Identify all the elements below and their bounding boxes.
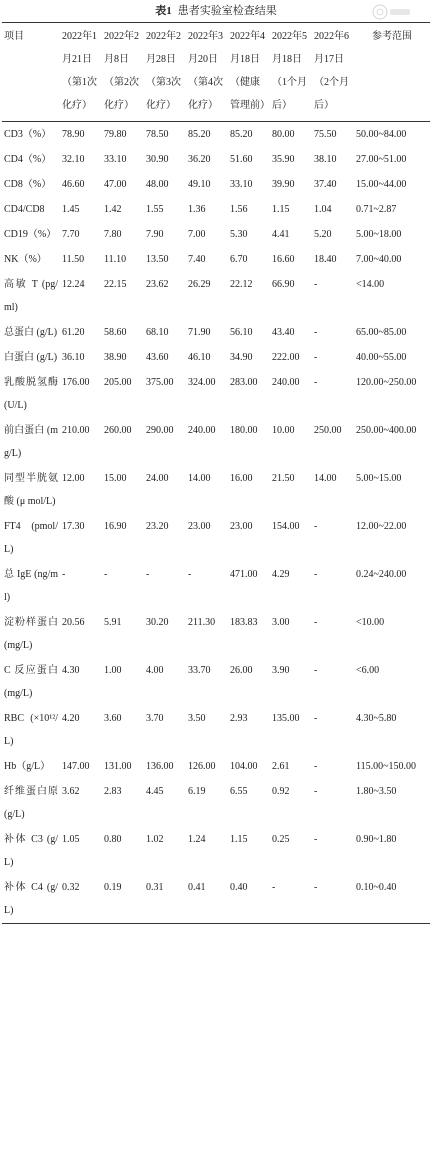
row-label: 白蛋白 (g/L): [4, 352, 58, 363]
value-cell: 4.00: [146, 665, 164, 676]
value-cell: 16.60: [272, 254, 295, 265]
value-cell: 180.00: [230, 425, 258, 436]
value-cell: -: [314, 713, 318, 724]
value-cell: 47.00: [104, 179, 127, 190]
row-label: FT4 (pmol/L): [4, 521, 58, 555]
value-cell: -: [314, 786, 318, 797]
value-cell: 3.00: [272, 617, 290, 628]
reference-cell: 0.10~0.40: [356, 882, 397, 893]
header-date-6: 2022年5月18日（1个月后）: [272, 31, 307, 111]
value-cell: -: [314, 882, 318, 893]
value-cell: 26.00: [230, 665, 253, 676]
value-cell: 250.00: [314, 425, 342, 436]
reference-cell: 15.00~44.00: [356, 179, 407, 190]
value-cell: 12.24: [62, 279, 85, 290]
value-cell: 33.10: [230, 179, 253, 190]
row-label: 高敏 T (pg/ml): [4, 279, 58, 313]
value-cell: 6.55: [230, 786, 248, 797]
table-row: [2, 122, 430, 148]
value-cell: 33.10: [104, 154, 127, 165]
row-label: RBC (×10¹²/L): [4, 713, 58, 747]
value-cell: 26.29: [188, 279, 211, 290]
table-row: [2, 610, 430, 658]
reference-cell: <14.00: [356, 279, 385, 290]
reference-cell: 250.00~400.00: [356, 425, 417, 436]
row-label: C 反应蛋白 (mg/L): [4, 665, 58, 699]
value-cell: 46.60: [62, 179, 85, 190]
value-cell: 43.60: [146, 352, 169, 363]
reference-cell: <10.00: [356, 617, 385, 628]
value-cell: 260.00: [104, 425, 132, 436]
value-cell: 79.80: [104, 129, 127, 140]
value-cell: 48.00: [146, 179, 169, 190]
table-row: [2, 222, 430, 247]
value-cell: 283.00: [230, 377, 258, 388]
value-cell: 37.40: [314, 179, 337, 190]
value-cell: 4.20: [62, 713, 80, 724]
table-row: [2, 320, 430, 345]
row-label: 补体 C4 (g/L): [4, 882, 58, 916]
row-label: 总 IgE (ng/ml): [4, 569, 58, 603]
value-cell: 75.50: [314, 129, 337, 140]
value-cell: 131.00: [104, 761, 132, 772]
value-cell: 78.50: [146, 129, 169, 140]
value-cell: -: [314, 834, 318, 845]
value-cell: 324.00: [188, 377, 216, 388]
reference-cell: 12.00~22.00: [356, 521, 407, 532]
table-row: [2, 247, 430, 272]
value-cell: 30.20: [146, 617, 169, 628]
value-cell: 0.40: [230, 882, 248, 893]
value-cell: -: [314, 569, 318, 580]
row-label: 纤维蛋白原 (g/L): [4, 786, 58, 820]
value-cell: 0.25: [272, 834, 290, 845]
reference-cell: 115.00~150.00: [356, 761, 417, 772]
value-cell: 22.12: [230, 279, 253, 290]
value-cell: 5.30: [230, 229, 248, 240]
value-cell: 0.41: [188, 882, 206, 893]
value-cell: -: [314, 352, 318, 363]
value-cell: 1.56: [230, 204, 248, 215]
value-cell: 10.00: [272, 425, 295, 436]
value-cell: 80.00: [272, 129, 295, 140]
header-date-7: 2022年6月17日（2个月后）: [314, 31, 349, 111]
value-cell: 6.70: [230, 254, 248, 265]
value-cell: 126.00: [188, 761, 216, 772]
value-cell: 471.00: [230, 569, 258, 580]
value-cell: 147.00: [62, 761, 90, 772]
value-cell: 18.40: [314, 254, 337, 265]
value-cell: 1.15: [272, 204, 290, 215]
value-cell: 14.00: [314, 473, 337, 484]
reference-cell: 4.30~5.80: [356, 713, 397, 724]
value-cell: 7.90: [146, 229, 164, 240]
row-label: 总蛋白 (g/L): [4, 327, 58, 338]
value-cell: 38.10: [314, 154, 337, 165]
reference-cell: 27.00~51.00: [356, 154, 407, 165]
value-cell: 0.31: [146, 882, 164, 893]
value-cell: 2.61: [272, 761, 290, 772]
value-cell: 66.90: [272, 279, 295, 290]
value-cell: 3.70: [146, 713, 164, 724]
value-cell: 16.90: [104, 521, 127, 532]
value-cell: 21.50: [272, 473, 295, 484]
reference-cell: 40.00~55.00: [356, 352, 407, 363]
table-row: [2, 466, 430, 514]
value-cell: -: [188, 569, 192, 580]
row-label: CD3（%）: [4, 129, 52, 140]
table-row: [2, 827, 430, 875]
header-item: 项目: [4, 31, 24, 42]
value-cell: -: [314, 377, 318, 388]
row-label: 补体 C3 (g/L): [4, 834, 58, 868]
value-cell: 2.93: [230, 713, 248, 724]
table-row: [2, 562, 430, 610]
value-cell: 0.80: [104, 834, 122, 845]
value-cell: 1.55: [146, 204, 164, 215]
table-row: [2, 754, 430, 779]
table-title: 患者实验室检查结果: [177, 5, 277, 17]
value-cell: 36.20: [188, 154, 211, 165]
value-cell: 176.00: [62, 377, 90, 388]
value-cell: 7.40: [188, 254, 206, 265]
value-cell: 24.00: [146, 473, 169, 484]
header-date-1: 2022年1月21日（第1次化疗）: [62, 31, 97, 111]
value-cell: 85.20: [230, 129, 253, 140]
value-cell: 210.00: [62, 425, 90, 436]
value-cell: -: [314, 617, 318, 628]
value-cell: 3.90: [272, 665, 290, 676]
value-cell: 222.00: [272, 352, 300, 363]
value-cell: 23.20: [146, 521, 169, 532]
value-cell: 1.00: [104, 665, 122, 676]
value-cell: 43.40: [272, 327, 295, 338]
value-cell: 7.70: [62, 229, 80, 240]
reference-cell: 120.00~250.00: [356, 377, 417, 388]
reference-cell: 50.00~84.00: [356, 129, 407, 140]
reference-cell: 5.00~15.00: [356, 473, 402, 484]
row-label: NK（%）: [4, 254, 47, 265]
reference-cell: 0.90~1.80: [356, 834, 397, 845]
value-cell: 3.50: [188, 713, 206, 724]
value-cell: 13.50: [146, 254, 169, 265]
table-row: [2, 418, 430, 466]
value-cell: 46.10: [188, 352, 211, 363]
value-cell: 85.20: [188, 129, 211, 140]
reference-cell: 0.24~240.00: [356, 569, 407, 580]
row-label: CD4/CD8: [4, 204, 45, 215]
value-cell: 68.10: [146, 327, 169, 338]
reference-cell: 0.71~2.87: [356, 204, 397, 215]
value-cell: 23.00: [230, 521, 253, 532]
value-cell: 7.00: [188, 229, 206, 240]
value-cell: 0.19: [104, 882, 122, 893]
value-cell: 0.92: [272, 786, 290, 797]
value-cell: 11.50: [62, 254, 85, 265]
table-row: [2, 779, 430, 827]
reference-cell: 7.00~40.00: [356, 254, 402, 265]
value-cell: 33.70: [188, 665, 211, 676]
value-cell: 23.62: [146, 279, 169, 290]
value-cell: 12.00: [62, 473, 85, 484]
row-label: 前白蛋白 (mg/L): [4, 425, 58, 459]
value-cell: 6.19: [188, 786, 206, 797]
value-cell: 71.90: [188, 327, 211, 338]
value-cell: -: [146, 569, 150, 580]
value-cell: 1.04: [314, 204, 332, 215]
value-cell: 14.00: [188, 473, 211, 484]
value-cell: 240.00: [188, 425, 216, 436]
value-cell: 17.30: [62, 521, 85, 532]
value-cell: 211.30: [188, 617, 216, 628]
watermark-logo-icon: [372, 2, 412, 22]
value-cell: 1.02: [146, 834, 164, 845]
table-row: [2, 370, 430, 418]
table-header-row: [2, 23, 430, 122]
reference-cell: <6.00: [356, 665, 380, 676]
value-cell: 7.80: [104, 229, 122, 240]
value-cell: 30.90: [146, 154, 169, 165]
value-cell: 4.45: [146, 786, 164, 797]
value-cell: -: [314, 761, 318, 772]
value-cell: 36.10: [62, 352, 85, 363]
row-label: CD19（%）: [4, 229, 57, 240]
table-body: [2, 122, 430, 924]
value-cell: 205.00: [104, 377, 132, 388]
table-number: 表1: [155, 5, 172, 17]
reference-cell: 65.00~85.00: [356, 327, 407, 338]
value-cell: 4.30: [62, 665, 80, 676]
value-cell: 4.41: [272, 229, 290, 240]
header-date-4: 2022年3月20日（第4次化疗）: [188, 31, 223, 111]
value-cell: 4.29: [272, 569, 290, 580]
value-cell: 56.10: [230, 327, 253, 338]
row-label: CD8（%）: [4, 179, 52, 190]
value-cell: 1.36: [188, 204, 206, 215]
value-cell: 23.00: [188, 521, 211, 532]
table-row: [2, 658, 430, 706]
value-cell: 11.10: [104, 254, 127, 265]
lab-results-table: [2, 22, 430, 924]
row-label: CD4（%）: [4, 154, 52, 165]
value-cell: 2.83: [104, 786, 122, 797]
value-cell: 154.00: [272, 521, 300, 532]
reference-cell: 5.00~18.00: [356, 229, 402, 240]
value-cell: -: [62, 569, 66, 580]
value-cell: 38.90: [104, 352, 127, 363]
value-cell: 32.10: [62, 154, 85, 165]
header-reference: 参考范围: [372, 31, 412, 42]
reference-cell: 1.80~3.50: [356, 786, 397, 797]
table-caption: [0, 0, 432, 22]
header-date-5: 2022年4月18日（健康管理前）: [230, 31, 270, 111]
value-cell: 61.20: [62, 327, 85, 338]
value-cell: -: [314, 279, 318, 290]
value-cell: 3.62: [62, 786, 80, 797]
value-cell: 78.90: [62, 129, 85, 140]
table-row: [2, 875, 430, 924]
table-row: [2, 172, 430, 197]
value-cell: 5.20: [314, 229, 332, 240]
value-cell: 290.00: [146, 425, 174, 436]
value-cell: -: [314, 327, 318, 338]
header-date-3: 2022年2月28日（第3次化疗）: [146, 31, 181, 111]
value-cell: 183.83: [230, 617, 258, 628]
table-row: [2, 706, 430, 754]
value-cell: 104.00: [230, 761, 258, 772]
value-cell: 15.00: [104, 473, 127, 484]
header-date-2: 2022年2月8日（第2次化疗）: [104, 31, 139, 111]
table-row: [2, 197, 430, 222]
value-cell: 22.15: [104, 279, 127, 290]
row-label: 淀粉样蛋白 (mg/L): [4, 617, 58, 651]
value-cell: 3.60: [104, 713, 122, 724]
value-cell: 1.15: [230, 834, 248, 845]
value-cell: 35.90: [272, 154, 295, 165]
value-cell: 34.90: [230, 352, 253, 363]
value-cell: -: [314, 665, 318, 676]
value-cell: 5.91: [104, 617, 122, 628]
value-cell: 58.60: [104, 327, 127, 338]
value-cell: -: [104, 569, 108, 580]
value-cell: 375.00: [146, 377, 174, 388]
value-cell: 16.00: [230, 473, 253, 484]
value-cell: 136.00: [146, 761, 174, 772]
table-row: [2, 345, 430, 370]
table-row: [2, 514, 430, 562]
value-cell: 240.00: [272, 377, 300, 388]
row-label: 乳酸脱氢酶 (U/L): [4, 377, 58, 411]
value-cell: 1.42: [104, 204, 122, 215]
value-cell: 0.32: [62, 882, 80, 893]
row-label: 同型半胱氨酸 (μ mol/L): [4, 473, 58, 507]
value-cell: -: [272, 882, 276, 893]
table-row: [2, 272, 430, 320]
value-cell: 1.05: [62, 834, 80, 845]
value-cell: 20.56: [62, 617, 85, 628]
value-cell: 135.00: [272, 713, 300, 724]
value-cell: -: [314, 521, 318, 532]
value-cell: 1.45: [62, 204, 80, 215]
value-cell: 49.10: [188, 179, 211, 190]
value-cell: 39.90: [272, 179, 295, 190]
value-cell: 1.24: [188, 834, 206, 845]
table-row: [2, 147, 430, 172]
row-label: Hb（g/L）: [4, 761, 51, 772]
value-cell: 51.60: [230, 154, 253, 165]
